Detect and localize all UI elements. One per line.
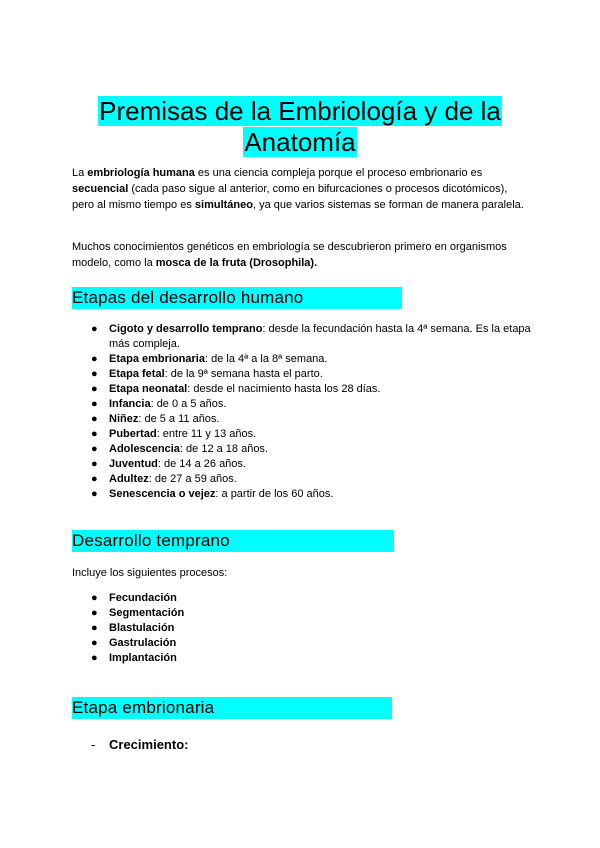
bullet-icon: ● bbox=[91, 652, 98, 664]
heading-etapas: Etapas del desarrollo humano bbox=[72, 287, 402, 309]
bullet-icon: ● bbox=[91, 622, 98, 634]
bullet-icon: ● bbox=[91, 323, 98, 335]
intro-paragraph-2: Muchos conocimientos genéticos en embriología se descubrieron primero en organismos modelo, como la mosca de la fruta (Drosophila). bbox=[72, 241, 507, 269]
title-line-2: Anatomía bbox=[244, 127, 356, 157]
page-title bbox=[0, 96, 600, 158]
bullet-icon: ● bbox=[91, 592, 98, 604]
term-drosophila: mosca de la fruta (Drosophila). bbox=[155, 257, 318, 269]
bullet-icon: ● bbox=[91, 383, 98, 395]
term-embriologia-humana: embriología humana bbox=[87, 167, 195, 179]
list-item: ● Cigoto y desarrollo temprano: desde la fecundación hasta la 4ª semana. Es la etapa más compleja. bbox=[91, 323, 531, 350]
bullet-icon: ● bbox=[91, 353, 98, 365]
bullet-icon: ● bbox=[91, 488, 98, 500]
list-item: ● Fecundación bbox=[91, 592, 177, 604]
list-item: ● Infancia: de 0 a 5 años. bbox=[91, 398, 227, 410]
intro-paragraph-1: La embriología humana es una ciencia compleja porque el proceso embrionario es secuencial (cada paso sigue al anterior, como en bifurcaciones o procesos dicotómicos), pero al mismo tiempo es simultáneo, ya que varios sistemas se forman de manera paralela. bbox=[72, 167, 524, 211]
list-item: ● Etapa neonatal: desde el nacimiento hasta los 28 días. bbox=[91, 383, 381, 395]
list-item: ● Etapa fetal: de la 9ª semana hasta el parto. bbox=[91, 368, 323, 380]
bullet-icon: ● bbox=[91, 428, 98, 440]
list-item: ● Implantación bbox=[91, 652, 177, 664]
list-item: ● Juventud: de 14 a 26 años. bbox=[91, 458, 246, 470]
bullet-icon: ● bbox=[91, 368, 98, 380]
list-item: ● Blastulación bbox=[91, 622, 175, 634]
list-item: ● Etapa embrionaria: de la 4ª a la 8ª semana. bbox=[91, 353, 328, 365]
procesos-intro: Incluye los siguientes procesos: bbox=[72, 567, 228, 579]
list-item: ● Adolescencia: de 12 a 18 años. bbox=[91, 443, 268, 455]
bullet-icon: ● bbox=[91, 637, 98, 649]
etapas-list bbox=[91, 322, 531, 502]
heading-etapa-embrionaria: Etapa embrionaria bbox=[72, 697, 392, 719]
term-simultaneo: simultáneo bbox=[194, 199, 253, 211]
dash-icon: - bbox=[91, 737, 96, 752]
bullet-icon: ● bbox=[91, 607, 98, 619]
procesos-list bbox=[91, 591, 391, 666]
list-item: ● Segmentación bbox=[91, 607, 185, 619]
bullet-icon: ● bbox=[91, 443, 98, 455]
list-item: ● Adultez: de 27 a 59 años. bbox=[91, 473, 237, 485]
list-item: ● Niñez: de 5 a 11 años. bbox=[91, 413, 220, 425]
term-secuencial: secuencial bbox=[72, 183, 129, 195]
bullet-icon: ● bbox=[91, 398, 98, 410]
list-item: ● Senescencia o vejez: a partir de los 60 años. bbox=[91, 488, 334, 500]
bullet-icon: ● bbox=[91, 413, 98, 425]
bullet-icon: ● bbox=[91, 473, 98, 485]
heading-desarrollo-temprano: Desarrollo temprano bbox=[72, 530, 394, 552]
bullet-icon: ● bbox=[91, 458, 98, 470]
list-item: ● Pubertad: entre 11 y 13 años. bbox=[91, 428, 257, 440]
list-item: ● Gastrulación bbox=[91, 637, 177, 649]
list-item-crecimiento: - Crecimiento: bbox=[91, 737, 189, 752]
title-line-1: Premisas de la Embriología y de la bbox=[99, 96, 501, 126]
